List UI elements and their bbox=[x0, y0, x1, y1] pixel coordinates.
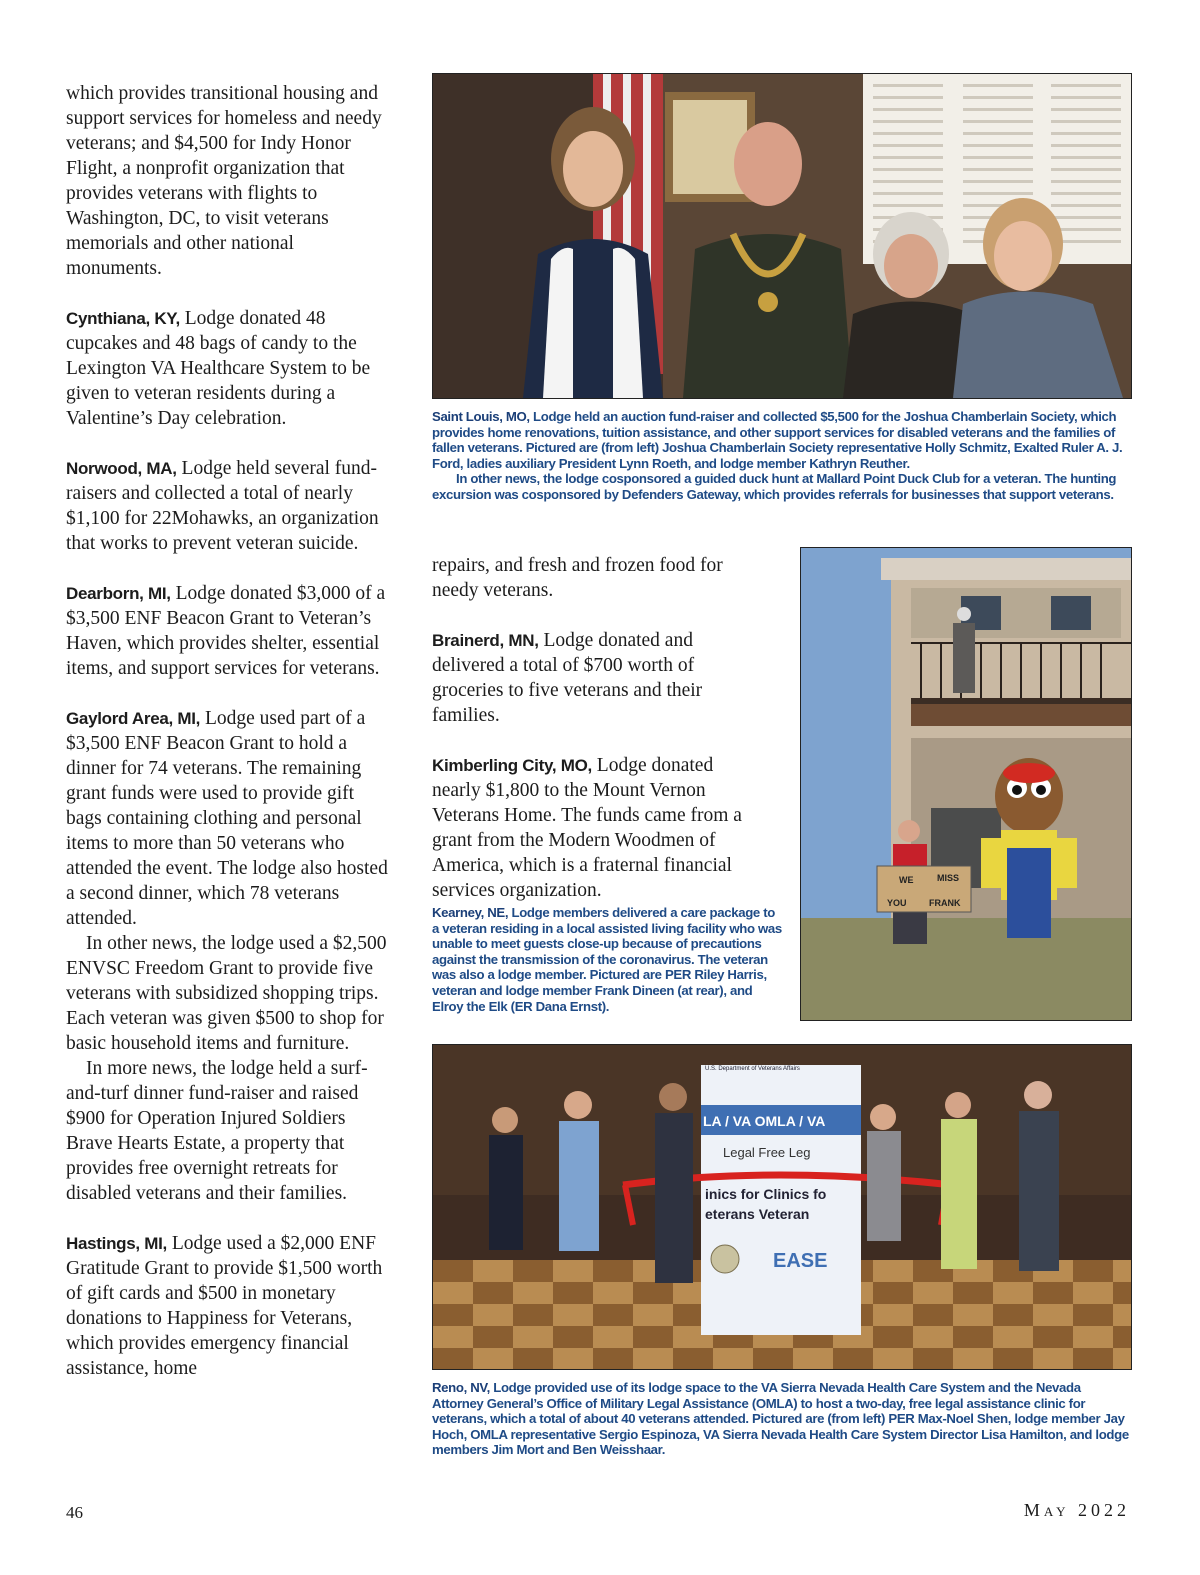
banner-text-line2: Legal Free Leg bbox=[723, 1145, 811, 1160]
sign-text-miss: MISS bbox=[937, 873, 960, 883]
item-gaylord-para2: In other news, the lodge used a $2,500 ENVSC Freedom Grant to provide five veterans with subsidized shopping trips. Each veteran was given $500 to shop for basic household items and furniture. bbox=[66, 933, 387, 1054]
caption-paragraph bbox=[432, 409, 1130, 471]
caption-lead: Kearney, NE, bbox=[432, 905, 509, 920]
sign-text-we: WE bbox=[899, 875, 914, 885]
lodge-name: Dearborn, MI, bbox=[66, 584, 171, 603]
caption-paragraph bbox=[432, 905, 782, 1014]
care-package-illustration bbox=[801, 548, 1131, 1020]
item-text: Lodge used part of a $3,500 ENF Beacon Grant to hold a dinner for 74 veterans. The remaining grant funds were used to provide gift bags containing clothing and personal items to more than 50 veterans who attended the event. The lodge also hosted a second dinner, which 78 veterans attended. bbox=[66, 708, 388, 929]
banner-text-line3: inics for Clinics fo bbox=[705, 1186, 827, 1202]
item-dearborn bbox=[66, 581, 394, 681]
caption-paragraph bbox=[432, 1380, 1130, 1458]
middle-column bbox=[432, 553, 762, 903]
group-photo-illustration bbox=[433, 74, 1131, 398]
page-number: 46 bbox=[66, 1503, 83, 1522]
caption-saint-louis bbox=[432, 409, 1130, 503]
seal-icon bbox=[711, 1245, 739, 1273]
lodge-name: Cynthiana, KY, bbox=[66, 309, 180, 328]
lodge-name: Kimberling City, MO, bbox=[432, 756, 592, 775]
item-text: Lodge donated 48 cupcakes and 48 bags of candy to the Lexington VA Healthcare System to be given to veteran residents during a Valentine’s Day celebration. bbox=[66, 308, 371, 429]
caption-text: Lodge members delivered a care package to a veteran residing in a local assisted living facility who was unable to meet guests close-up because of precautions against the transmission of the coronavirus. The veteran was also a lodge member. Pictured are PER Riley Harris, veteran and lodge member Frank Dineen (at rear), and Elroy the Elk (ER Dana Ernst). bbox=[432, 905, 782, 1014]
banner-logo-text: EASE bbox=[773, 1250, 828, 1272]
continuation-paragraph: repairs, and fresh and frozen food for needy veterans. bbox=[432, 555, 723, 601]
caption-text: Lodge held an auction fund-raiser and collected $5,500 for the Joshua Chamberlain Society, which provides home renovations, tuition assistance, and other support services for disabled veterans and the families of fallen veterans. Pictured are (from left) Joshua Chamberlain Society representative Holly Schmitz, Exalted Ruler A. J. Ford, ladies auxiliary President Lynn Roeth, and lodge member Kathryn Reuther. bbox=[432, 409, 1123, 471]
item-cynthiana bbox=[66, 306, 394, 431]
caption-lead: Saint Louis, MO, bbox=[432, 409, 530, 424]
sign-text-frank: FRANK bbox=[929, 898, 961, 908]
photo-saint-louis bbox=[432, 73, 1132, 399]
banner-header-text: U.S. Department of Veterans Affairs bbox=[705, 1066, 800, 1072]
item-text: Lodge donated nearly $1,800 to the Mount Vernon Veterans Home. The funds came from a grant from the Modern Woodmen of America, which is a fraternal financial services organization. bbox=[432, 755, 742, 901]
lodge-name: Gaylord Area, MI, bbox=[66, 709, 201, 728]
sign-text-you: YOU bbox=[887, 898, 907, 908]
item-gaylord bbox=[66, 706, 394, 931]
item-text: Lodge held several fund-raisers and collected a total of nearly $1,100 for 22Mohawks, an organization that works to prevent veteran suicide. bbox=[66, 458, 379, 554]
lodge-name: Norwood, MA, bbox=[66, 459, 177, 478]
caption-text: Lodge provided use of its lodge space to the VA Sierra Nevada Health Care System and the Nevada Attorney General’s Office of Military Legal Assistance (OMLA) to host a two-day, free legal assistance clinic for veterans, which a total of about 40 veterans attended. Pictured are (from left) PER Max-Noel Shen, lodge member Jay Hoch, OMLA representative Sergio Espinoza, VA Sierra Nevada Health Care System Director Lisa Hamilton, and lodge members Jim Mort and Ben Weisshaar. bbox=[432, 1380, 1129, 1458]
lodge-name: Hastings, MI, bbox=[66, 1234, 167, 1253]
photo-kearney bbox=[800, 547, 1132, 1021]
item-norwood bbox=[66, 456, 394, 556]
caption-paragraph-2: In other news, the lodge cosponsored a guided duck hunt at Mallard Point Duck Club for a veteran. The hunting excursion was cosponsored by Defenders Gateway, which provides referrals for businesses that support veterans. bbox=[432, 471, 1117, 502]
item-hastings bbox=[66, 1231, 394, 1381]
banner-text-line1: LA / VA OMLA / VA bbox=[703, 1113, 826, 1129]
caption-kearney bbox=[432, 905, 782, 1014]
issue-date: May 2022 bbox=[1023, 1500, 1130, 1520]
banner-text-line4: eterans Veteran bbox=[705, 1206, 810, 1222]
item-gaylord-para3: In more news, the lodge held a surf-and-turf dinner fund-raiser and raised $900 for Operation Injured Soldiers Brave Hearts Estate, a property that provides free overnight retreats for disabled veterans and their families. bbox=[66, 1058, 368, 1204]
item-brainerd bbox=[432, 628, 762, 728]
item-text: Lodge donated $3,000 of a $3,500 ENF Beacon Grant to Veteran’s Haven, which provides shelter, essential items, and support services for veterans. bbox=[66, 583, 386, 679]
left-column bbox=[66, 81, 394, 1381]
intro-paragraph: which provides transitional housing and support services for homeless and needy veterans; and $4,500 for Indy Honor Flight, a nonprofit organization that provides veterans with flights to Washington, DC, to visit veterans memorials and other national monuments. bbox=[66, 83, 382, 279]
item-kimberling-city bbox=[432, 753, 762, 903]
item-text: Lodge donated and delivered a total of $700 worth of groceries to five veterans and their families. bbox=[432, 630, 703, 726]
item-text: Lodge used a $2,000 ENF Gratitude Grant to provide $1,500 worth of gift cards and $500 in monetary donations to Happiness for Veterans, which provides emergency financial assistance, home bbox=[66, 1233, 383, 1379]
lodge-name: Brainerd, MN, bbox=[432, 631, 539, 650]
ribbon-cutting-illustration bbox=[433, 1045, 1131, 1369]
caption-lead: Reno, NV, bbox=[432, 1380, 490, 1395]
photo-reno bbox=[432, 1044, 1132, 1370]
caption-reno bbox=[432, 1380, 1130, 1458]
